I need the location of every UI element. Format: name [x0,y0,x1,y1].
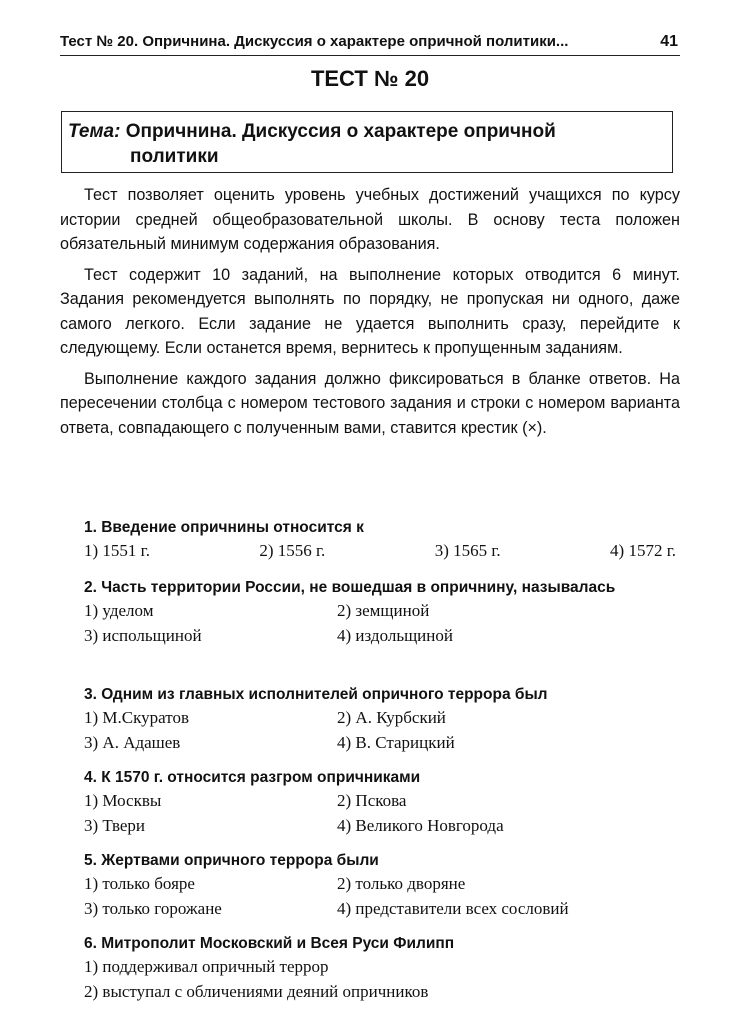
running-header [60,33,680,56]
question-text: 2. Часть территории России, не вошедшая в опричнину, называлась [84,579,616,596]
answer-options [60,539,680,564]
question-text: 3. Одним из главных исполнителей опричного террора был [84,686,548,703]
answer-options [60,872,680,921]
answer-option: 1) поддерживал опричный террор [84,957,329,976]
answer-option: 1) М.Скуратов [84,708,189,727]
intro-paragraph: Тест содержит 10 заданий, на выполнение которых отводится 6 минут. Задания рекомендуется выполнять по порядку, не пропуская ни одного, даже самого легкого. Если задание не удается выполнить сразу, перейдите к следующему. Если останется время, вернитесь к пропущенным заданиям. [60,265,680,357]
intro-text [60,183,680,446]
answer-option: 3) только горожане [84,898,222,918]
question-text: 6. Митрополит Московский и Всея Руси Филипп [84,935,455,952]
test-title: ТЕСТ № 20 [310,66,430,91]
answer-option: 2) А. Курбский [337,708,446,727]
answer-option: 2) Пскова [337,791,407,810]
running-title: Тест № 20. Опричнина. Дискуссия о характере опричной политики... [60,33,569,50]
answer-option: 4) Великого Новгорода [337,815,504,835]
answer-option: 1) Москвы [84,791,162,810]
answer-option: 4) представители всех сословий [337,898,569,918]
answer-option: 2) только дворяне [337,874,466,893]
page-number: 41 [660,33,678,50]
question-1 [60,516,680,564]
question-4 [60,766,680,838]
intro-paragraph: Тест позволяет оценить уровень учебных достижений учащихся по курсу истории средней общеобразовательной школы. В основу теста положен обязательный минимум содержания образования. [60,186,680,253]
topic-box [61,111,673,173]
question-text: 5. Жертвами опричного террора были [84,852,379,869]
answer-option: 2) выступал с обличениями деяний опричников [84,981,429,1001]
answer-options [60,599,680,648]
topic-label: Тема: [68,121,121,142]
document-page [60,0,680,1024]
question-3 [60,683,680,755]
question-2 [60,576,680,648]
answer-option: 4) издольщиной [337,625,453,645]
answer-option: 1) уделом [84,601,154,620]
answer-option: 2) земщиной [337,601,430,620]
answer-option: 4) 1572 г. [610,541,676,560]
question-6 [60,932,680,1004]
intro-paragraph: Выполнение каждого задания должно фиксироваться в бланке ответов. На пересечении столбца с номером тестового задания и строки с номером варианта ответа, совпадающего с полученным вами, ставится крестик (×). [60,369,680,437]
answer-option: 1) только бояре [84,874,195,893]
answer-option: 2) 1556 г. [259,541,326,560]
answer-option: 3) 1565 г. [434,541,501,560]
answer-options [60,706,680,755]
question-text: 4. К 1570 г. относится разгром опричниками [84,769,421,786]
answer-option: 3) Твери [84,815,146,835]
answer-option: 4) В. Старицкий [337,732,455,752]
question-5 [60,849,680,921]
topic-line-1: Опричнина. Дискуссия о характере опричной [125,121,556,142]
answer-option: 1) 1551 г. [84,541,150,560]
answer-option: 3) А. Адашев [84,732,181,752]
question-text: 1. Введение опричнины относится к [84,519,364,536]
answer-options [60,789,680,838]
topic-line-2: политики [130,146,219,167]
answer-option: 3) испольщиной [84,625,202,645]
answer-options [60,955,680,1004]
